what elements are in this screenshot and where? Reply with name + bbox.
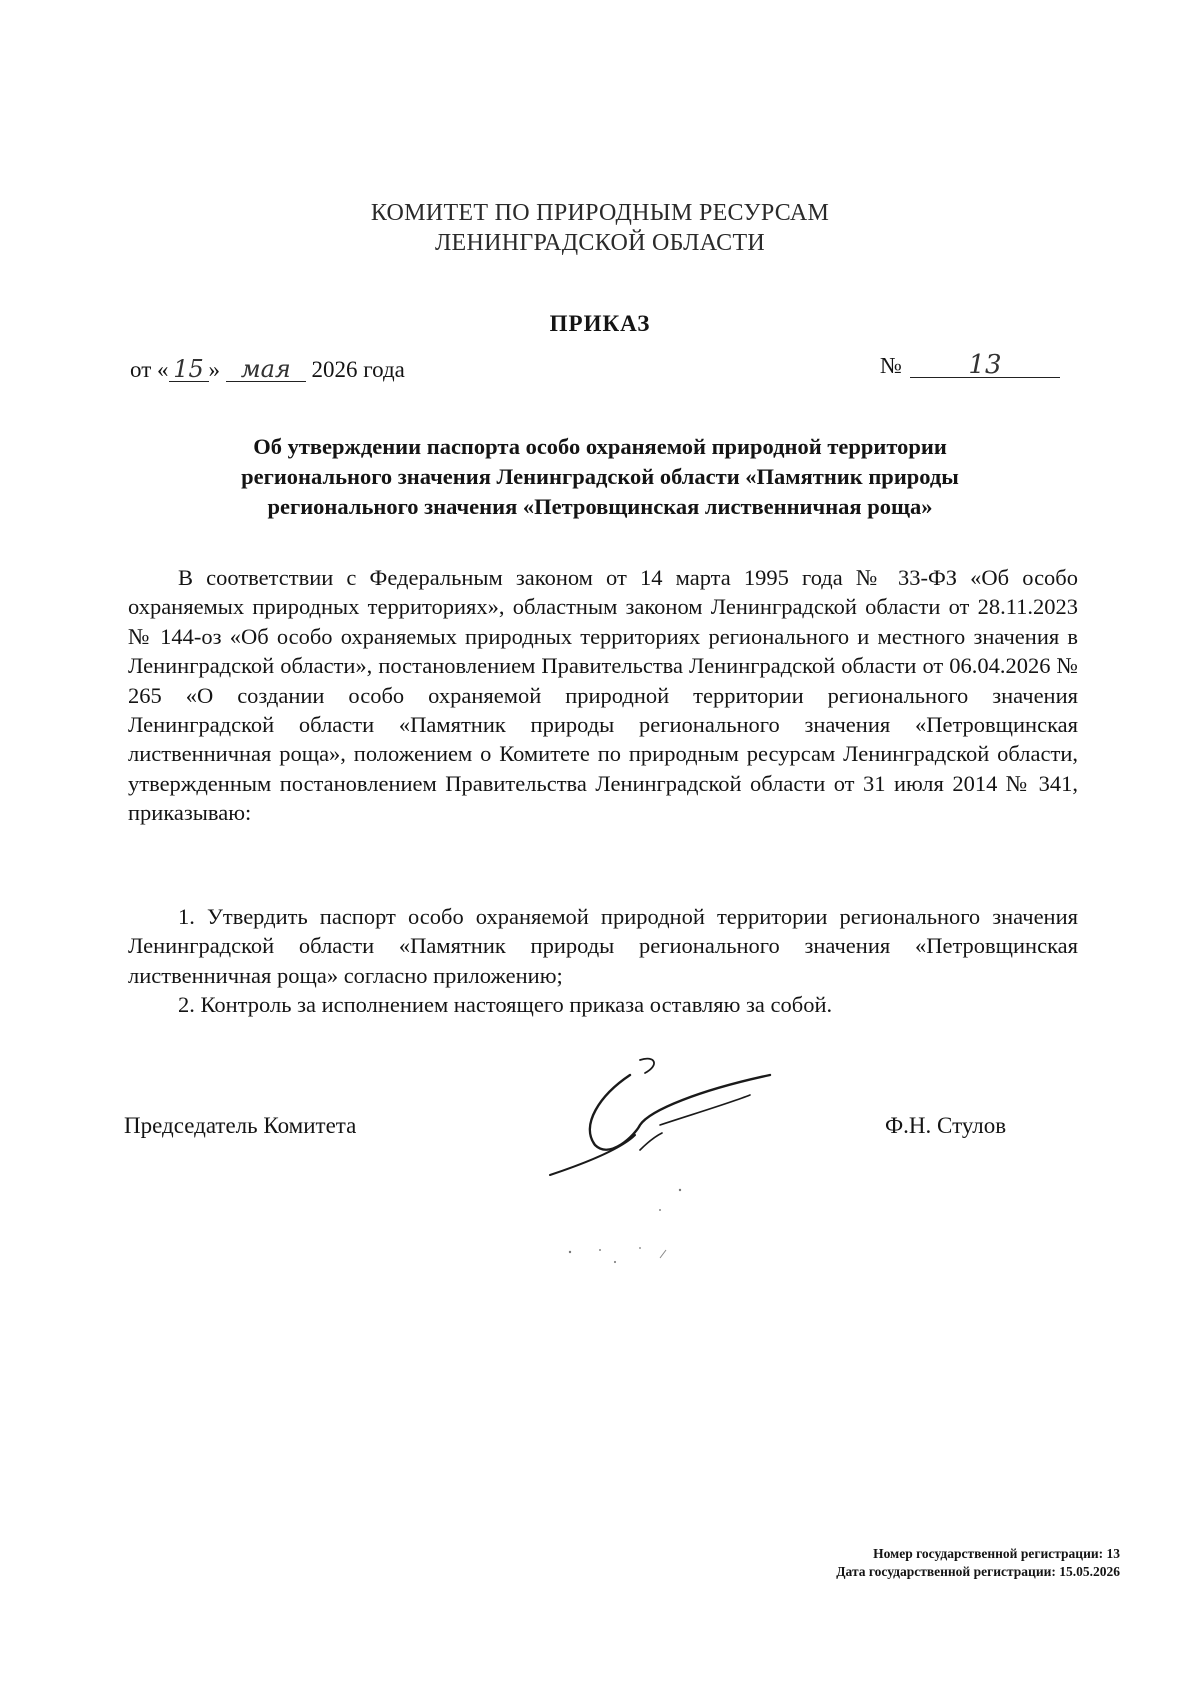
date-middle: »	[208, 357, 220, 382]
title-line-2: регионального значения Ленинградской области «Памятник природы	[241, 464, 959, 489]
registration-number: Номер государственной регистрации: 13	[873, 1546, 1120, 1561]
handwritten-number: 13	[910, 353, 1060, 378]
signatory-name: Ф.Н. Стулов	[885, 1113, 1007, 1138]
registration-info	[650, 1545, 1120, 1581]
organization-header	[250, 198, 950, 258]
date-suffix: 2026 года	[311, 357, 405, 382]
handwritten-day: 15	[169, 357, 209, 382]
date-prefix: от «	[130, 357, 169, 382]
document-type: ПРИКАЗ	[549, 311, 651, 336]
stamp-residue-marks	[540, 1180, 740, 1270]
signatory-position: Председатель Комитета	[124, 1113, 357, 1138]
document-title	[160, 432, 1040, 522]
order-items	[128, 902, 1078, 1020]
registration-date: Дата государственной регистрации: 15.05.2026	[836, 1564, 1120, 1579]
date-line	[130, 357, 405, 383]
handwritten-signature	[540, 1055, 840, 1185]
organization-line-1: КОМИТЕТ ПО ПРИРОДНЫМ РЕСУРСАМ	[370, 200, 830, 226]
title-line-3: регионального значения «Петровщинская лиственничная роща»	[267, 494, 933, 519]
order-item-2: 2. Контроль за исполнением настоящего приказа оставляю за собой.	[178, 992, 833, 1018]
order-item-1: 1. Утвердить паспорт особо охраняемой природной территории регионального значения Ленинградской области «Памятник природы регионального значения «Петровщинская лиственничная роща» согласно приложению;	[128, 904, 1078, 988]
number-label: №	[880, 353, 902, 378]
title-line-1: Об утверждении паспорта особо охраняемой природной территории	[253, 434, 947, 459]
preamble-paragraph: В соответствии с Федеральным законом от 14 марта 1995 года № 33-ФЗ «Об особо охраняемых природных территориях», областным законом Ленинградской области от 28.11.2023 № 144-оз «Об особо охраняемых природных территориях регионального и местного значения в Ленинградской области», постановлением Правительства Ленинградской области от 06.04.2026 № 265 «О создании особо охраняемой природной территории регионального значения Ленинградской области «Памятник природы регионального значения «Петровщинская лиственничная роща», положением о Комитете по природным ресурсам Ленинградской области, утвержденным постановлением Правительства Ленинградской области от 31 июля 2014 № 341, приказываю:	[128, 565, 1078, 826]
handwritten-month: мая	[226, 357, 306, 382]
organization-line-2: ЛЕНИНГРАДСКОЙ ОБЛАСТИ	[434, 230, 766, 256]
number-line	[880, 350, 1060, 380]
